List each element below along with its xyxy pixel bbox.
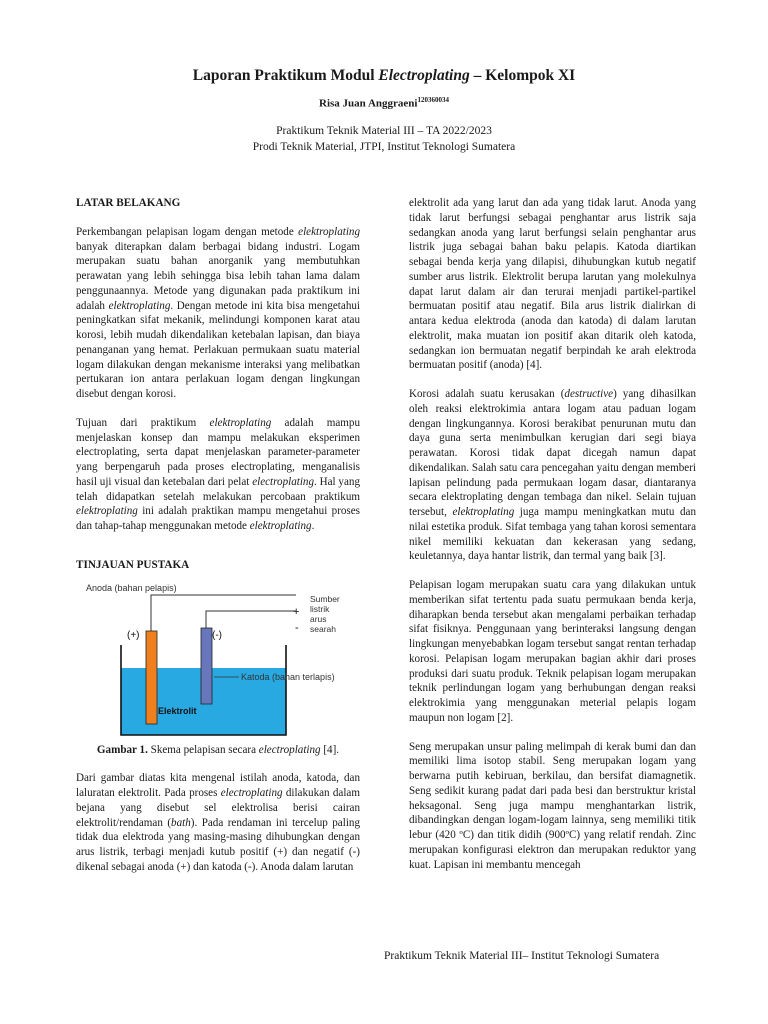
paragraph: elektrolit ada yang larut dan ada yang tidak larut. Anoda yang tidak larut berfungsi sebagai penghantar arus listrik saja sedangkan anoda yang larut berfungsi selain penghantar arus listrik juga sebagai bahan baku pelapis. Katoda diartikan sebagai benda kerja yang dilapisi, dihubungkan kutub negatif sumber arus listrik. Elektrolit berupa larutan yang molekulnya dapat larut dalam air dan terurai menjadi partikel-partikel bermuatan positif atau negatif. Bila arus listrik dialirkan di antara kedua elektroda (anoda dan katoda) di dalam larutan elektrolit, maka muatan ion positif akan ditarik oleh katoda, sedangkan ion bermuatan negatif berpindah ke arah elektroda bermuatan positif (anoda) [4]. bbox=[409, 197, 696, 372]
page-footer: Praktikum Teknik Material III– Institut Teknologi Sumatera bbox=[384, 950, 660, 962]
minus-terminal-label: (-) bbox=[212, 629, 222, 641]
affiliation bbox=[0, 124, 768, 155]
section-heading-latar-belakang: LATAR BELAKANG bbox=[76, 197, 181, 209]
title-suffix: – Kelompok XI bbox=[469, 67, 576, 84]
paragraph: Dari gambar diatas kita mengenal istilah anoda, katoda, dan laluratan elektrolit. Pada proses electroplating dilakukan dalam bejana yang disebut sel elektrolisa berisi cairan elektrolit/rendaman (bath). Pada rendaman ini tercelup paling tidak dua elektroda yang masing-masing dihubungkan dengan arus listrik, terbagi menjadi kutub positif (+) dan negatif (-) dikenal sebagai anoda (+) dan katoda (-). Anoda dalam larutan bbox=[76, 772, 360, 873]
title-prefix: Laporan Praktikum Modul bbox=[192, 67, 379, 84]
paragraph: Pelapisan logam merupakan suatu cara yang dilakukan untuk memberikan sifat tertentu pada suatu permukaan benda kerja, diharapkan benda tersebut akan mengalami perbaikan terhadap sifat fisiknya. Penggunaan yang berinteraksi langsung dengan lingkungan menyebabkan logam tersebut sangat rentan terhadap korosi. Pelapisan logam merupakan bagian akhir dari proses produksi dari suatu produk. Teknik pelapisan logam merupakan teknik perlindungan logam yang berhubungan dengan reaksi elektrokimia yang menggunakan meterial pelapis logam maupun non logam [2]. bbox=[409, 579, 696, 724]
power-source-label-line-1: Sumber bbox=[310, 593, 340, 604]
author-name: Risa Juan Anggraeni bbox=[319, 97, 418, 110]
power-source-label-line-2: listrik bbox=[310, 603, 330, 614]
section-heading-tinjauan-pustaka: TINJAUAN PUSTAKA bbox=[76, 558, 190, 571]
plus-sign: + bbox=[293, 605, 300, 618]
cathode-label: Katoda (bahan terlapis) bbox=[241, 671, 335, 682]
affiliation-line-1: Praktikum Teknik Material III – TA 2022/2023 bbox=[276, 125, 492, 137]
author-id: 120360034 bbox=[417, 96, 449, 104]
paragraph: Tujuan dari praktikum elektroplating adalah mampu menjelaskan konsep dan mampu melakukan eksperimen electroplating, serta dapat menjelaskan parameter-parameter yang berpengaruh pada proses electroplating, menganalisis hasil uji visual dan ketebalan dari pelat electroplating. Hal yang telah didapatkan setelah melakukan percobaan praktikum elektroplating ini adalah praktikan mampu mengetahui proses dan tahap-tahap menggunakan metode elektroplating. bbox=[76, 416, 360, 532]
electroplating-figure bbox=[76, 581, 360, 739]
anode-label: Anoda (bahan pelapis) bbox=[86, 582, 177, 593]
title-emphasis: Electroplating bbox=[378, 67, 470, 84]
anode-lead-wire bbox=[151, 595, 182, 631]
plus-terminal-label: (+) bbox=[127, 629, 140, 641]
negative-wire bbox=[206, 611, 296, 628]
minus-sign: - bbox=[295, 621, 299, 634]
figure-caption: Gambar 1. Skema pelapisan secara electroplating [4]. bbox=[96, 743, 340, 756]
power-source-label-line-4: searah bbox=[310, 623, 336, 634]
paragraph: Korosi adalah suatu kerusakan (destructive) yang dihasilkan oleh reaksi elektrokimia antara logam atau paduan logam dengan lingkungannya. Korosi berakibat penurunan mutu dan daya guna serta menimbulkan kerugian dari segi biaya perawatan. Korosi tidak dapat dicegah namun dapat dikendalikan. Salah satu cara pencegahan yaitu dengan memberi lapisan pelindung pada permukaan logam dasar, diantaranya secara elektroplating dengan tembaga dan nikel. Selain tujuan tersebut, elektroplating juga mampu meningkatkan mutu dan nilai estetika produk. Sifat tembaga yang tahan korosi sementara nikel memiliki kekuatan dan kekerasan yang sedang, keuletannya, daya hantar listrik, dan termal yang baik [3]. bbox=[409, 388, 696, 563]
anode-bar bbox=[146, 631, 157, 724]
paragraph: Seng merupakan unsur paling melimpah di kerak bumi dan dan memiliki lima isotop stabil. Seng merupakan logam yang berwarna putih kebiruan, berkilau, dan bersifat diamagnetik. Seng sedikit kurang padat dari pada besi dan berstruktur kristal heksagonal. Seng juga mampu menghantarkan listrik, dibandingkan dengan logam-logam lainnya, seng memiliki titik lebur (420 ºC) dan titik didih (900ºC) yang relatif rendah. Zinc merupakan konfigurasi elektron dan merupakan reduktor yang kuat. Lapisan ini membantu mencegah bbox=[409, 740, 696, 871]
affiliation-line-2: Prodi Teknik Material, JTPI, Institut Teknologi Sumatera bbox=[252, 140, 516, 153]
cathode-bar bbox=[201, 628, 212, 704]
electrolyte-label: Elektrolit bbox=[158, 705, 197, 716]
left-column bbox=[76, 196, 360, 875]
right-column bbox=[409, 196, 696, 872]
electroplating-diagram bbox=[76, 581, 360, 739]
page-title bbox=[0, 67, 768, 85]
power-source-label-line-3: arus bbox=[310, 613, 327, 624]
author bbox=[0, 96, 768, 110]
paragraph: Perkembangan pelapisan logam dengan metode elektroplating banyak diterapkan dalam berbagai bidang industri. Logam merupakan suatu bahan anorganik yang membutuhkan perawatan yang lebih sehingga bisa lebih tahan lama dalam penggunaannya. Metode yang digunakan pada praktikum ini adalah elektroplating. Dengan metode ini kita bisa mengetahui peningkatkan sifat mekanik, melindungi komponen karat atau korosi, lebih mudah dikendalikan ketebalan lapisan, dan biaya penanganan yang hemat. Perlakuan permukaan suatu material logam dilakukan dengan mekanisme interaksi yang melibatkan pertukaran ion antara perlakuan logam dengan lingkungan disebut dengan korosi. bbox=[76, 225, 360, 400]
